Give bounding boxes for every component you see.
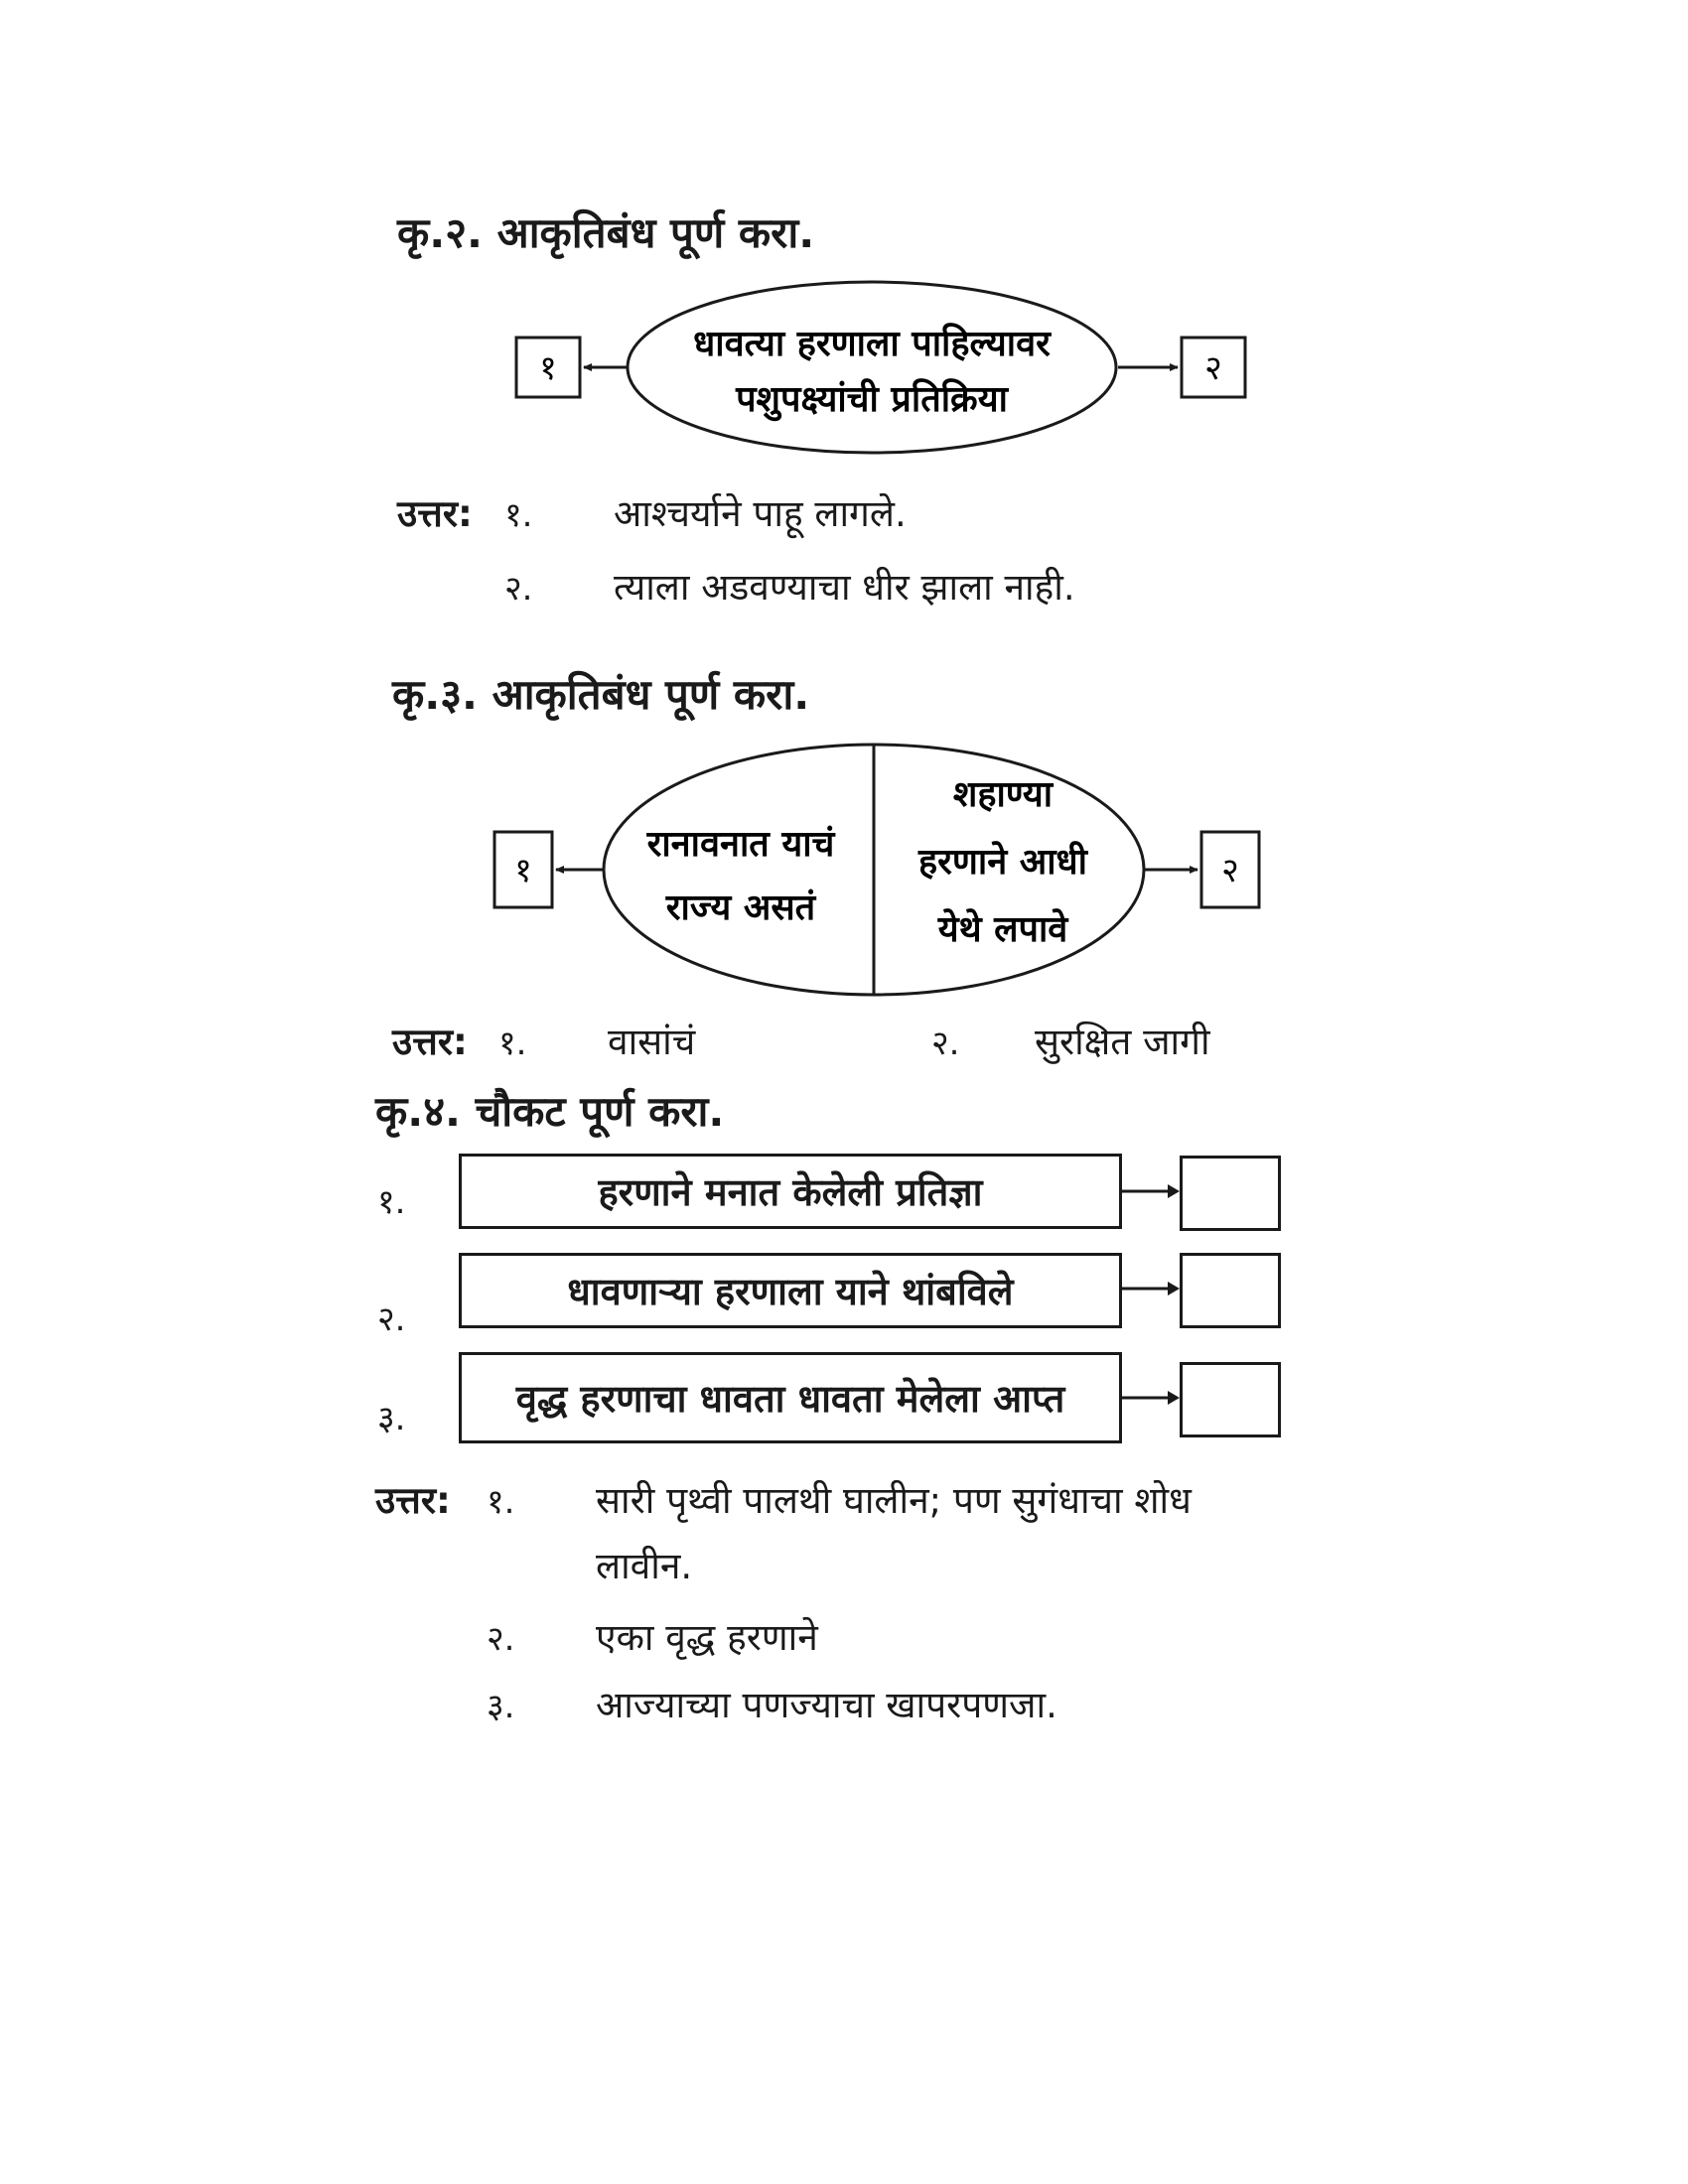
q3-right-line2: हरणाने आधी [918,842,1087,883]
q4-row-3-answer-box [1180,1362,1281,1437]
q3-answer-1-text: वासांचं [608,1021,696,1063]
q4-answer-2-text: एका वृद्ध हरणाने [596,1616,818,1659]
q3-left-line2: राज्य असतं [665,887,816,928]
q4-row-2-arrow [1120,1277,1182,1300]
q2-center-line2: पशुपक्ष्यांची प्रतिक्रिया [736,379,1008,420]
q3-diagram [477,735,1311,1003]
q2-center-ellipse [628,282,1116,453]
q4-row-1-box [459,1154,1122,1229]
q4-row-2-text: धावणाऱ्या हरणाला याने थांबविले [567,1270,1014,1313]
q4-answer-1-num: १. [487,1482,515,1522]
q4-row-1-text: हरणाने मनात केलेली प्रतिज्ञा [598,1170,983,1214]
q2-answer-label: उत्तर: [397,492,473,535]
q2-answer-2-text: त्याला अडवण्याचा धीर झाला नाही. [614,566,1075,609]
q4-row-1-arrow [1120,1179,1182,1203]
q2-diagram [496,268,1291,467]
q2-answer-1-text: आश्चर्याने पाहू लागले. [614,492,907,535]
q3-box-right-label: २ [1221,851,1239,890]
q2-box-left-label: १ [539,348,557,388]
q4-answer-2-num: २. [487,1619,515,1659]
q4-row-3-box [459,1352,1122,1443]
q3-left-line1: रानावनात याचं [646,824,835,865]
q3-answer-1-num: १. [498,1024,527,1063]
q4-answer-1-line1: सारी पृथ्वी पालथी घालीन; पण सुगंधाचा शोध [596,1479,1192,1522]
q3-box-left-label: १ [514,851,532,890]
q2-center-line1: धावत्या हरणाला पाहिल्यावर [693,324,1051,364]
q4-row-2-num: २. [377,1299,406,1339]
q4-row-2-answer-box [1180,1253,1281,1328]
q4-answer-3-text: आज्याच्या पणज्याचा खापरपणजा. [596,1684,1057,1726]
q4-answer-label: उत्तर: [375,1479,451,1522]
q3-answer-2-text: सुरक्षित जागी [1035,1021,1210,1063]
q4-answer-1-line2: लावीन. [596,1545,693,1587]
q4-row-2-box [459,1253,1122,1328]
q4-row-3-arrow [1120,1386,1182,1410]
q3-answer-2-num: २. [931,1024,960,1063]
q2-box-right-label: २ [1204,348,1222,388]
q2-answer-1-num: १. [504,495,533,535]
q4-row-1-num: १. [377,1182,406,1222]
q3-answer-label: उत्तर: [392,1021,468,1063]
q4-row-1-answer-box [1180,1156,1281,1231]
q3-right-line1: शहाण्या [952,774,1054,815]
q2-title: कृ.२. आकृतिबंध पूर्ण करा. [397,208,815,257]
q4-row-3-num: ३. [377,1399,406,1438]
q4-answer-3-num: ३. [487,1687,515,1726]
q2-answer-2-num: २. [504,569,533,609]
q4-row-3-text: वृद्ध हरणाचा धावता धावता मेलेला आप्त [515,1377,1065,1421]
q4-title: कृ.४. चौकट पूर्ण करा. [375,1087,725,1136]
q3-title: कृ.३. आकृतिबंध पूर्ण करा. [392,670,810,719]
q3-right-line3: येथे लपावे [937,909,1068,950]
